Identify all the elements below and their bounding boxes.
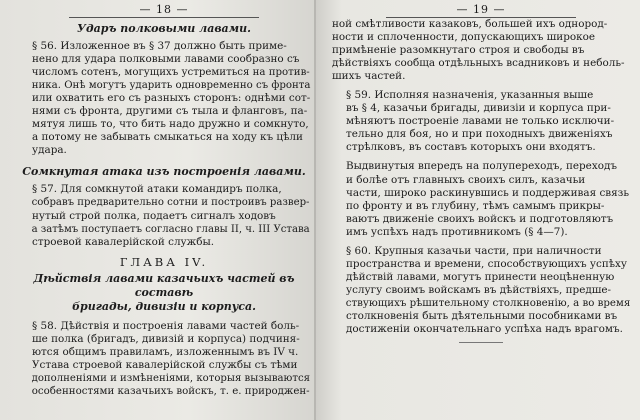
text-line: § 60. Крупныя казачьи части, при наличности: [346, 244, 602, 257]
text-line: числомъ сотенъ, могущихъ устремиться на против-: [31, 66, 310, 79]
text-line: ной смѣтливости казаковъ, большей ихъ однород-: [332, 18, 608, 30]
text-line: по фронту и въ глубину, тѣмъ самымъ прикры-: [346, 199, 605, 212]
text-line: § 59. Исполняя назначенія, указанныя выше: [346, 89, 594, 102]
text-line: дѣйствіяхъ сообща отдѣльныхъ всадниковъ и неболь-: [332, 57, 625, 70]
text-line: дѣйствій лавами, могутъ принести неоцѣненную: [346, 270, 615, 283]
left-page: [0, 0, 316, 420]
text-line: шихъ частей.: [332, 70, 406, 83]
text-line: имъ успѣхъ надъ противникомъ (§ 4—7).: [346, 225, 568, 238]
text-line: а потому не забывать смыкаться на ходу къ цѣли: [32, 131, 303, 144]
text-line: пространства и времени, способствующихъ успѣху: [346, 257, 628, 270]
section-end-rule: [459, 342, 503, 343]
text-line: § 56. Изложенное въ § 37 должно быть приме-: [32, 40, 287, 52]
text-line: ности и сплоченности, допускающихъ широкое: [332, 31, 596, 44]
text-line: нено для удара полковыми лавами сообразно съ: [32, 53, 300, 66]
text-line: ше полка (бригадъ, дивизій и корпуса) подчиня-: [32, 332, 300, 345]
text-line: строевой кавалерійской службы.: [32, 235, 215, 248]
text-line: § 58. Дѣйствія и построенія лавами частей боль-: [32, 319, 300, 332]
text-line: Устава строевой кавалерійской службы съ тѣми: [32, 358, 298, 371]
section-heading-closed-attack: Сомкнутая атака изъ построенія лавами.: [22, 165, 306, 179]
paragraph-56: [18, 40, 310, 157]
text-line: столкновенія быть дѣятельными пособниками въ: [346, 309, 618, 322]
text-line: стрѣлковъ, въ составъ которыхъ они входятъ.: [346, 141, 596, 154]
text-line: достиженіи окончательнаго успѣха надъ врагомъ.: [346, 323, 623, 336]
text-line: нями съ фронта, другими съ тыла и фланговъ, па-: [32, 105, 308, 118]
section-heading-polk-lava: Ударъ полковыми лавами.: [77, 22, 251, 35]
text-line: особенностями казачьихъ войскъ, т. е. природжен-: [31, 384, 310, 397]
text-line: нутый строй полка, подаетъ сигналъ ходовъ: [32, 209, 276, 222]
text-line: части, широко раскинувшись и поддерживая связь: [346, 186, 629, 199]
text-line: ствующихъ рѣшительному столкновенію, а во время: [345, 296, 631, 309]
text-line: въ § 4, казачьи бригады, дивизіи и корпуса при-: [346, 102, 611, 115]
text-line: дополненіями и измѣненіями, которыя вызываются: [31, 371, 310, 384]
chapter-title-line-2: бригады, дивизіи и корпуса.: [72, 299, 256, 313]
paragraph-60: [332, 245, 630, 336]
paragraph-58: [18, 320, 310, 398]
paragraph-continuation: [332, 18, 630, 83]
text-line: ваютъ движеніе своихъ войскъ и подготовляютъ: [346, 212, 614, 225]
paragraph-57: [18, 183, 310, 248]
text-line: ника. Онѣ могутъ ударить одновременно съ фронта: [31, 79, 311, 92]
paragraph-59: [332, 89, 630, 154]
text-line: мятуя лишь то, что бить надо дружно и сомкнуто,: [32, 118, 309, 131]
page-number-right: — 19 —: [456, 3, 506, 16]
text-line: и болѣе отъ главныхъ своихъ силъ, казачьи: [346, 173, 586, 186]
paragraph-lava-advance: [332, 160, 630, 238]
text-line: ются общимъ правиламъ, изложеннымъ въ IV ч.: [32, 345, 299, 358]
right-page: [316, 0, 640, 420]
folio-rule-left: [69, 17, 259, 18]
chapter-title-line-1: Дѣйствія лавами казачьихъ частей въ составѣ: [33, 271, 295, 299]
text-line: удара.: [32, 144, 67, 157]
text-line: Выдвинутыя впередъ на полупереходъ, переходъ: [346, 160, 617, 173]
text-line: собравъ предварительно сотни и построивъ развер-: [31, 196, 310, 209]
page-number-left: — 18 —: [139, 3, 189, 16]
text-line: примѣненіе разомкнутаго строя и свободы въ: [332, 44, 585, 57]
text-line: § 57. Для сомкнутой атаки командиръ полка,: [32, 183, 282, 196]
text-line: а затѣмъ поступаетъ согласно главы II, ч. III Устава: [31, 222, 310, 235]
text-line: тельно для боя, но и при походныхъ движеніяхъ: [346, 128, 613, 141]
chapter-number: ГЛАВА IV.: [119, 254, 209, 269]
text-line: или охватить его съ разныхъ сторонъ: однѣми сот-: [32, 92, 311, 105]
text-line: мѣняютъ построеніе лавами не только исключи-: [346, 115, 615, 128]
text-line: услугу своимъ войскамъ въ дѣйствіяхъ, предше-: [346, 283, 612, 296]
